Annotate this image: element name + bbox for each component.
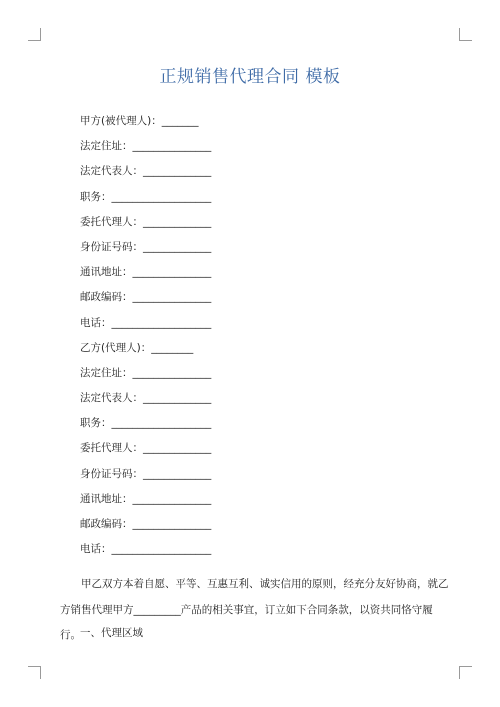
party-b-legal-address: 法定住址：_______________ <box>80 366 212 379</box>
party-b-postal-code: 邮政编码：_______________ <box>80 518 212 530</box>
party-a-label: 甲方(被代理人)：_______ <box>80 115 199 127</box>
page-corner-mark-top-right <box>459 28 472 41</box>
party-a-mailing-address: 通讯地址：_______________ <box>80 266 212 279</box>
party-b-position: 职务：___________________ <box>80 417 212 430</box>
party-a-authorized-agent: 委托代理人：_____________ <box>80 215 212 228</box>
party-a-postal-code: 邮政编码：_______________ <box>80 291 212 304</box>
intro-line-1: 甲乙双方本着自愿、平等、互惠互利、诚实信用的原则，经充分友好协商，就乙 <box>81 578 449 590</box>
party-b-phone: 电话：___________________ <box>80 543 212 556</box>
party-a-phone: 电话：___________________ <box>80 316 212 329</box>
party-a-legal-representative: 法定代表人：_____________ <box>80 165 212 178</box>
party-b-label: 乙方(代理人)：________ <box>80 341 194 354</box>
party-a-legal-address: 法定住址：_______________ <box>80 140 212 153</box>
party-fields <box>80 114 440 567</box>
page-corner-mark-bottom-right <box>459 666 472 679</box>
page-corner-mark-top-left <box>28 28 41 41</box>
party-b-legal-representative: 法定代表人：_____________ <box>80 392 212 405</box>
section-heading: 一、代理区域 <box>80 627 143 639</box>
document-title: 正规销售代理合同 模板 <box>159 67 341 87</box>
party-b-mailing-address: 通讯地址：_______________ <box>80 492 212 505</box>
party-b-id-number: 身份证号码：_____________ <box>80 467 212 480</box>
intro-line-2: 方销售代理甲方_________产品的相关事宜，订立如下合同条款，以资共同恪守履行。 <box>60 603 433 641</box>
party-a-position: 职务：___________________ <box>80 190 212 203</box>
party-a-id-number: 身份证号码：_____________ <box>80 240 212 253</box>
page-corner-mark-bottom-left <box>28 666 41 679</box>
party-b-authorized-agent: 委托代理人：_____________ <box>80 442 212 455</box>
